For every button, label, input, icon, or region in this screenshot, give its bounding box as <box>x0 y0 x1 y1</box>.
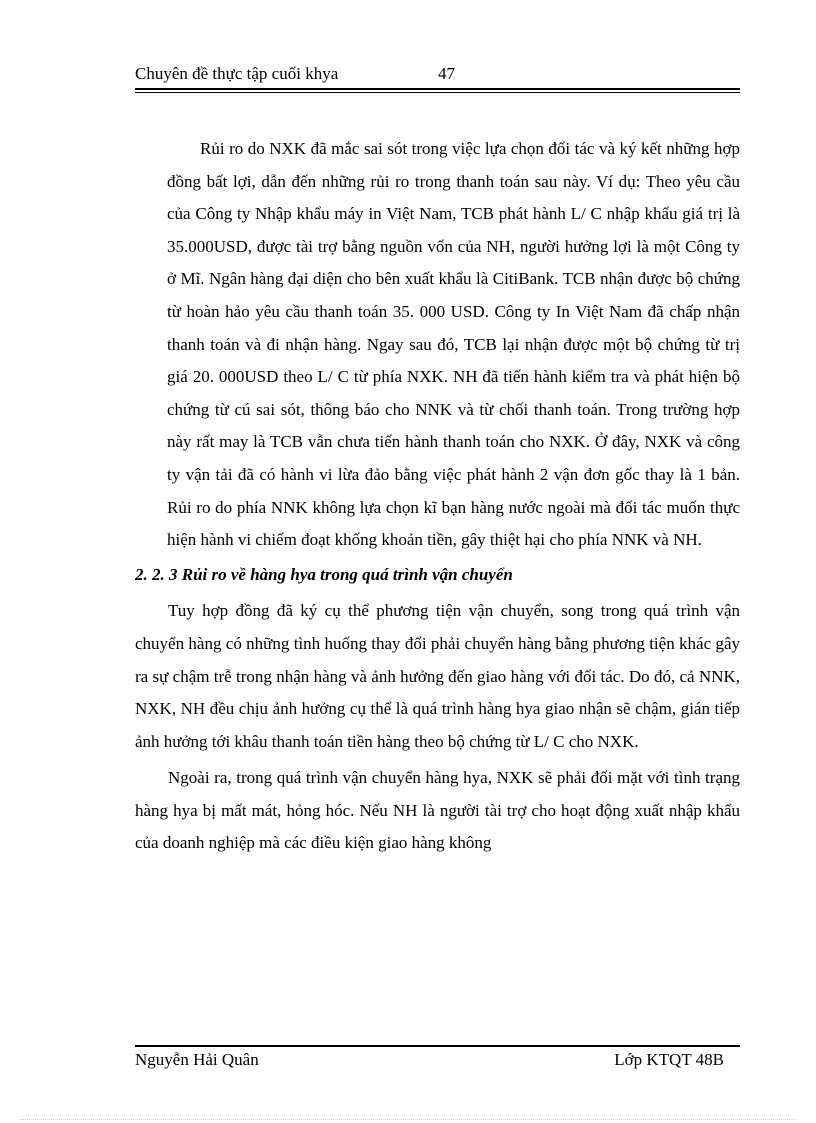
footer-author: Nguyễn Hải Quân <box>135 1050 259 1069</box>
document-body <box>135 133 740 860</box>
paragraph-transport-change: Tuy hợp đồng đã ký cụ thể phương tiện vận chuyển, song trong quá trình vận chuyển hàng có những tình huống thay đổi phải chuyển hàng bằng phương tiện khác gây ra sự chậm trễ trong nhận hàng và ảnh hưởng đến giao hàng với đối tác. Do đó, cả NNK, NXK, NH đều chịu ảnh hưởng cụ thể là quá trình hàng hya giao nhận sẽ chậm, gián tiếp ảnh hưởng tới khâu thanh toán tiền hàng theo bộ chứng từ L/ C cho NXK. <box>135 601 740 751</box>
header-rule-thin <box>135 92 740 93</box>
page-header <box>135 64 740 88</box>
footer-class: Lớp KTQT 48B <box>614 1050 724 1069</box>
page-number: 47 <box>438 64 455 83</box>
section-heading: 2. 2. 3 Rủi ro về hàng hya trong quá trình vận chuyển <box>135 564 513 584</box>
paragraph-goods-loss: Ngoài ra, trong quá trình vận chuyển hàng hya, NXK sẽ phải đối mặt với tình trạng hàng hya bị mất mát, hỏng hóc. Nếu NH là người tài trợ cho hoạt động xuất nhập khẩu của doanh nghiệp mà các điều kiện giao hàng không <box>135 768 740 853</box>
footer-rule <box>135 1045 740 1047</box>
page-edge <box>20 1119 796 1120</box>
header-rule-thick <box>135 88 740 90</box>
header-title: Chuyên đề thực tập cuối khya <box>135 64 339 83</box>
paragraph-risk-partner-selection: Rủi ro do NXK đã mắc sai sót trong việc lựa chọn đối tác và ký kết những hợp đồng bất lợi, dẫn đến những rủi ro trong thanh toán sau này. Ví dụ: Theo yêu cầu của Công ty Nhập khẩu máy in Việt Nam, TCB phát hành L/ C nhập khẩu giá trị là 35.000USD, được tài trợ bằng nguồn vốn của NH, người hưởng lợi là một Công ty ở Mĩ. Ngân hàng đại diện cho bên xuất khẩu là CitiBank. TCB nhận được bộ chứng từ hoàn hảo yêu cầu thanh toán 35. 000 USD. Công ty In Việt Nam đã chấp nhận thanh toán và đi nhận hàng. Ngay sau đó, TCB lại nhận được một bộ chứng từ trị giá 20. 000USD theo L/ C từ phía NXK. NH đã tiến hành kiểm tra và phát hiện bộ chứng từ cú sai sót, thông báo cho NNK và từ chối thanh toán. Trong trường hợp này rất may là TCB vẫn chưa tiến hành thanh toán cho NXK. Ở đây, NXK và công ty vận tải đã có hành vi lừa đảo bằng việc phát hành 2 vận đơn gốc thay là 1 bản. Rủi ro do phía NNK không lựa chọn kĩ bạn hàng nước ngoài mà đối tác muốn thực hiện hành vi chiếm đoạt khống khoản tiền, gây thiệt hại cho phía NNK và NH. <box>167 139 740 550</box>
page-footer <box>135 1050 740 1074</box>
